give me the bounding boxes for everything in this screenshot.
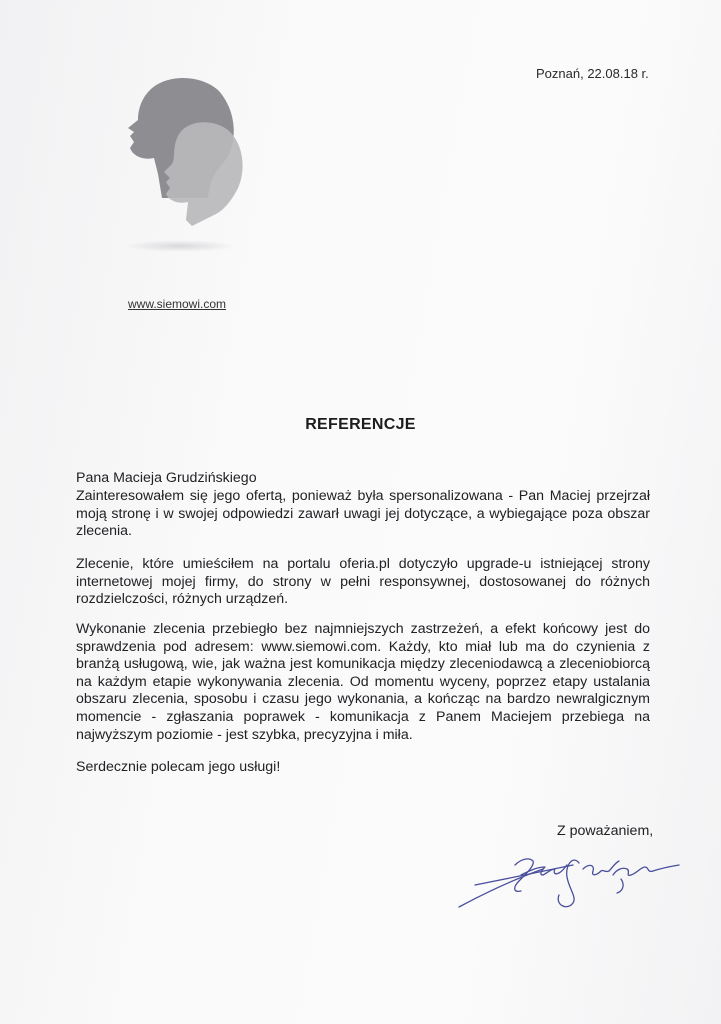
place-date: Poznań, 22.08.18 r. [536, 66, 649, 81]
letter-title: REFERENCJE [305, 416, 416, 433]
handwritten-signature-icon [455, 845, 685, 915]
greeting: Pana Macieja Grudzińskiego [76, 470, 257, 486]
paragraph-4: Serdecznie polecam jego usługi! [76, 759, 281, 775]
paragraph-1: Zainteresowałem się jego ofertą, ponieważ była spersonalizowana - Pan Maciej przejrzał moją stronę i w swojej odpowiedzi zawarł uwagi jej dotyczące, a wybiegające poza obszar zlecenia. [76, 488, 650, 540]
paragraph-2: Zlecenie, które umieściłem na portalu oferia.pl dotyczyło upgrade-u istniejącej strony internetowej mojej firmy, do strony w pełni responsywnej, dostosowanej do różnych rozdzielczości, różnych urządzeń. [76, 556, 650, 608]
paragraph-3: Wykonanie zlecenia przebiegło bez najmniejszych zastrzeżeń, a efekt końcowy jest do sprawdzenia pod adresem: www.siemowi.com. Każdy, kto miał lub ma do czynienia z branżą usługową, wie, jak ważna jest komunikacja między zleceniodawcą a zleceniobiorcą na każdym etapie wykonywania zlecenia. Od momentu wyceny, poprzez etapy ustalania obszaru zlecenia, sposobu i czasu jego wykonania, a kończąc na bardzo newralgicznym momencie - zgłaszania poprawek - komunikacja z Panem Maciejem przebiega na najwyższym poziomie - jest szybka, precyzyjna i miła. [76, 621, 650, 743]
company-logo-icon [100, 70, 260, 260]
closing-salutation: Z poważaniem, [557, 823, 654, 839]
website-link[interactable]: www.siemowi.com [128, 297, 227, 311]
